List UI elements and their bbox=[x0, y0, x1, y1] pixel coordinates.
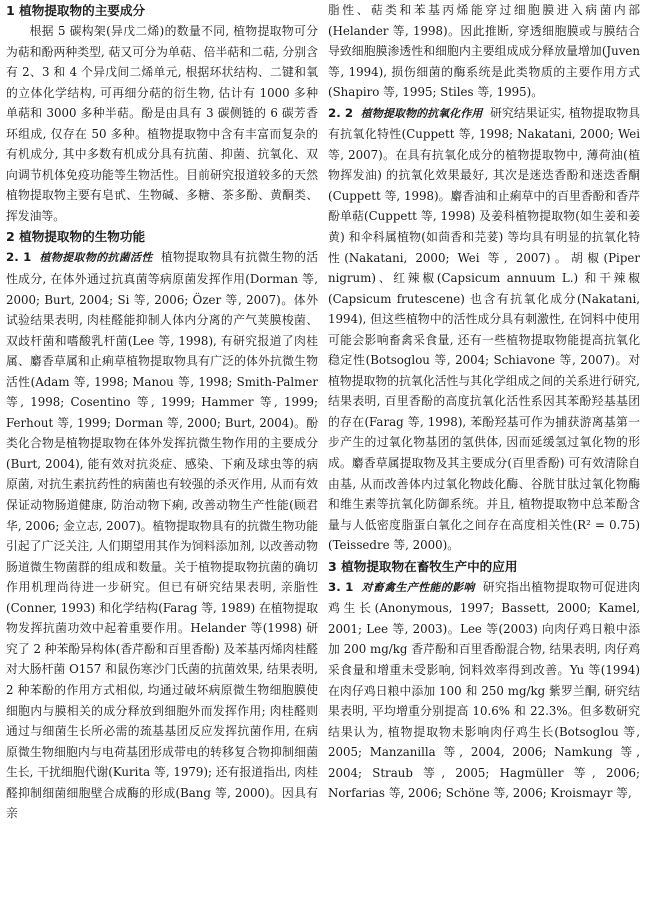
subsection-2-2-title: 植物提取物的抗氧化作用 bbox=[360, 106, 483, 120]
subsection-2-1-title: 植物提取物的抗菌活性 bbox=[39, 251, 153, 265]
subsection-2-2-number: 2. 2 bbox=[328, 105, 354, 120]
section-2-heading: 2 植物提取物的生物功能 bbox=[6, 229, 146, 245]
section-3-heading: 3 植物提取物在畜牧生产中的应用 bbox=[328, 558, 518, 574]
subsection-3-1-number: 3. 1 bbox=[328, 579, 354, 594]
right-column bbox=[328, 0, 640, 904]
subsection-2-2-text: 研究结果证实, 植物提取物具有抗氧化特性(Cuppett 等, 1998; Nakatani, 2000; Wei 等, 2007)。在具有抗氧化成分的植物提取物中, 薄荷油(植物挥发油) 的抗氧化效果最好, 其次是迷迭香酚和迷迭香酮(Cuppett 等, 1998)。麝香油和止痢草中的百里香酚和香芹酚单萜(Cuppett 等, 1998) 及姜科植物提取物(如生姜和姜黄) 和伞科属植物(如茴香和芫荽) 等均具有明显的抗氧化特性(Nakatani, 2000; Wei 等, 2007)。胡椒(Piper nigrum)、红辣椒(Capsicum annuum L.) 和干辣椒(Capsicum frutescene) 也含有抗氧化成分(Nakatani, 1994), 但这些植物中的活性成分具有刺激性, 在饲料中使用可能会影响畜禽采食量, 还有一些植物提取物能提高抗氧化稳定性(Botsoglou 等, 2004; Schiavone 等, 2007)。对植物提取物的抗氧化活性与其化学组成之间的关系进行研究, 结果表明, 百里香酚的高度抗氧化活性系因其苯酚羟基基团的存在(Farag 等, 1998), 苯酚羟基可作为捕获游离基第一步产生的过氧化物基团的氢供体, 因而延缓氢过氧化物的形成。麝香草属提取物及其主要成分(百里香酚) 可有效清除自由基, 从而改善体内过氧化物歧化酶、谷胱甘肽过氧化物酶和维生素等抗氧化防御系统。并且, 植物提取物中总苯酚含量与人低密度脂蛋白氧化之间存在高度相关性(R² = 0.75) (Teissedre 等, 2000)。 bbox=[328, 105, 640, 553]
subsection-3-1-text: 研究指出植物提取物可促进肉鸡生长(Anonymous, 1997; Bassett, 2000; Kamel, 2001; Lee 等, 2003)。Lee 等(2003) 向肉仔鸡日粮中添加 200 mg/kg 香芹酚和百里香酚混合物, 结果表明, 肉仔鸡采食量和增重未受影响, 饲料效率得到改善。Yu 等(1994) 在肉仔鸡日粮中添加 100 和 250 mg/kg 紫罗兰酮, 研究结果表明, 平均增重分别提高 10.6% 和 22.3%。但多数研究结果认为, 植物提取物未影响肉仔鸡生长(Botsoglou 等, 2005; Manzanilla 等, 2004, 2006; Namkung 等, 2004; Straub 等, 2005; Hagmüller 等, 2006; Norfarias 等, 2006; Schöne 等, 2006; Kroismayr 等, bbox=[328, 579, 640, 801]
subsection-2-1-text: 植物提取物具有抗微生物的活性成分, 在体外通过抗真菌等病原菌发挥作用(Dorman 等, 2000; Burt, 2004; Si 等, 2006; Özer 等, 2007)。体外试验结果表明, 肉桂醛能抑制人体内分离的产气荚膜梭菌、双歧杆菌和嗜酸乳杆菌(Lee 等, 1998), 有研究报道了肉桂属、麝香草属和止痢草植物提取物具有广泛的体外抗微生物活性(Adam 等, 1998; Manou 等, 1998; Smith-Palmer 等, 1998; Cosentino 等, 1999; Hammer 等, 1999; Ferhout 等, 1999; Dorman 等, 2000; Burt, 2004)。酚类化合物是植物提取物在体外发挥抗微生物作用的主要成分(Burt, 2004), 能有效对抗炎症、感染、下痢及球虫等的病原菌, 对抗生素抗药性的病菌也有较强的杀灭作用, 从而有效保证动物肠道健康, 防治动物下痢, 改善动物生产性能(顾君华, 2006; 金立志, 2007)。植物提取物具有的抗微生物功能引起了广泛关注, 人们期望用其作为饲料添加剂, 以改善动物肠道微生物菌群的组成和数量。关于植物提取物抗菌的确切作用机理尚待进一步研究。但已有研究结果表明, 亲脂性(Conner, 1993) 和化学结构(Farag 等, 1989) 在植物提取物发挥抗菌功效中起着重要作用。Helander 等(1998) 研究了 2 种苯酚异构体(香芹酚和百里香酚) 及苯基丙烯肉桂醛对大肠杆菌 O157 和鼠伤寒沙门氏菌的抗菌效果, 结果表明, 2 种苯酚的作用方式相似, 均通过破坏病原微生物细胞膜使细胞内与膜相关的成分释放到细胞外而发挥作用; 肉桂醛则通过与细菌生长所必需的巯基基团反应发挥抗菌作用, 在病原微生物细胞内与电荷基团形成带电的转移复合物抑制细菌生长, 干扰细胞代谢(Kurita 等, 1979); 还有报道指出, 肉桂醛抑制细菌细胞壁合成酶的形成(Bang 等, 2000)。因具有亲 bbox=[6, 250, 318, 821]
subsection-3-1-title: 对畜禽生产性能的影响 bbox=[361, 580, 475, 594]
section-2-1-paragraph bbox=[6, 247, 318, 823]
left-column bbox=[6, 0, 318, 904]
section-2-2-paragraph bbox=[328, 103, 640, 556]
section-1-paragraph: 根据 5 碳构架(异戊二烯)的数量不同, 植物提取物可分为萜和酚两种类型, 萜又可分为单萜、倍半萜和二萜, 分别含有 2、3 和 4 个异戊间二烯单元, 根据环状结构、二键和氧的立体化学结构, 可再细分萜的衍生物, 估计有 1000 多种单萜和 3000 多种半萜。酚是由具有 3 碳侧链的 6 碳芳香环组成, 仅存在 50 多种。植物提取物中含有丰富而复杂的有机成分, 其中多数有机成分具有抗菌、抑菌、抗氧化、双向调节机体免疫功能等生物活性。目前研究报道较多的天然植物提取物主要有皂甙、生物碱、多糖、茶多酚、黄酮类、挥发油等。 bbox=[6, 24, 318, 223]
section-1-heading: 1 植物提取物的主要成分 bbox=[6, 3, 146, 18]
continued-paragraph: 脂性、萜类和苯基丙烯能穿过细胞膜进入病菌内部(Helander 等, 1998)。因此推断, 穿透细胞膜或与膜结合导致细胞膜渗透性和细胞内主要组成成分释放量增加(Juven 等, 1994), 损伤细菌的酶系统是此类物质的主要作用方式(Shapiro 等, 1995; Stiles 等, 1995)。 bbox=[328, 3, 640, 100]
subsection-2-1-number: 2. 1 bbox=[6, 250, 32, 265]
section-3-1-paragraph bbox=[328, 577, 640, 804]
